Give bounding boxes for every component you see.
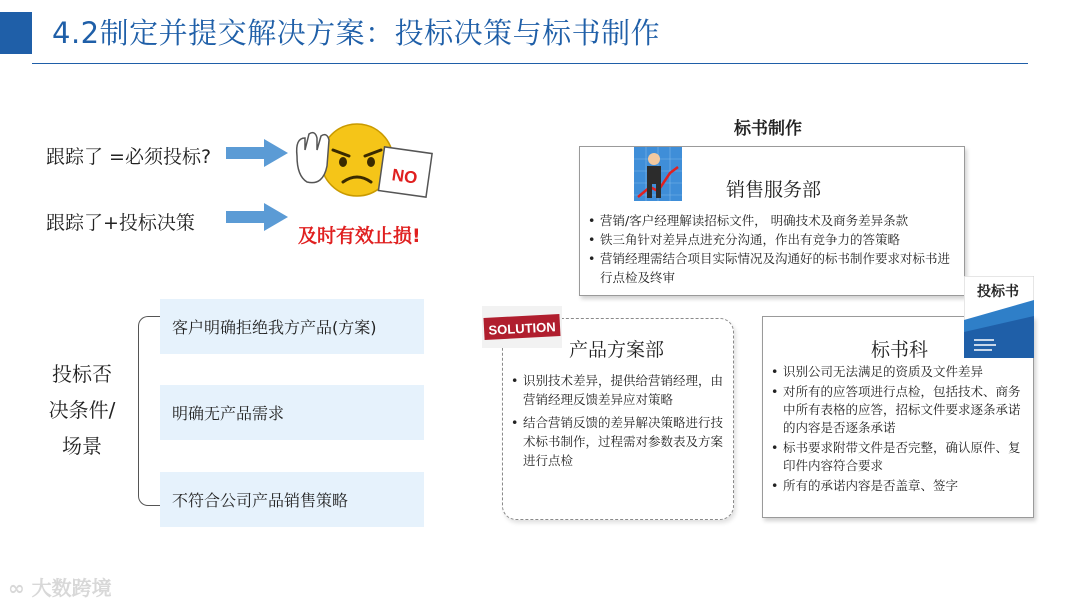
- arrow-right-icon: [226, 138, 288, 168]
- tender-heading: 标书制作: [734, 119, 802, 139]
- list-item: • 所有的承诺内容是否盖章、签字: [769, 477, 1031, 495]
- page-title: 4.2制定并提交解决方案：投标决策与标书制作: [52, 16, 661, 50]
- product-solution-panel: [502, 318, 734, 520]
- sales-service-title: 销售服务部: [726, 179, 822, 201]
- sales-service-bullets: [586, 211, 958, 287]
- solution-badge-text: SOLUTION: [488, 319, 557, 338]
- product-solution-bullets: [509, 371, 725, 470]
- solution-badge-icon: [482, 306, 562, 348]
- list-item: • 识别公司无法满足的资质及文件差异: [769, 363, 1031, 381]
- list-item: • 标书要求附带文件是否完整，确认原件、复印件内容符合要求: [769, 439, 1031, 475]
- list-item: • 营销/客户经理解读招标文件， 明确技术及商务差异条款: [586, 211, 958, 230]
- tracking-line-1: 跟踪了 =必须投标?: [46, 146, 212, 168]
- no-sign-text: NO: [390, 165, 419, 188]
- stop-loss-text: 及时有效止损!: [298, 225, 421, 247]
- title-accent-bar: [0, 12, 32, 54]
- list-item: • 识别技术差异，提供给营销经理，由营销经理反馈差异应对策略: [509, 371, 725, 409]
- sales-service-panel: [579, 146, 965, 296]
- product-solution-title: 产品方案部: [569, 339, 665, 361]
- bid-department-title: 标书科: [871, 339, 929, 361]
- angry-emoji-no-sign-icon: [293, 116, 435, 214]
- list-item: • 铁三角针对差异点进充分沟通，作出有竞争力的答策略: [586, 230, 958, 249]
- list-item: • 营销经理需结合项目实际情况及沟通好的标书制作要求对标书进行点检及终审: [586, 249, 958, 287]
- title-divider: [32, 63, 1028, 64]
- list-item: • 对所有的应答项进行点检，包括技术、商务中所有表格的应答，招标文件要求逐条承诺的内容是否逐条承诺: [769, 383, 1031, 437]
- watermark-logo: ∞ 大数跨境: [8, 576, 112, 600]
- tender-book-title: 投标书: [977, 284, 1019, 300]
- condition-item: 不符合公司产品销售策略: [160, 472, 424, 527]
- tracking-line-2: 跟踪了+投标决策: [46, 212, 195, 234]
- tender-book-icon: [964, 276, 1034, 358]
- list-item: • 结合营销反馈的差异解决策略进行技术标书制作，过程需对参数表及方案进行点检: [509, 413, 725, 470]
- businessman-chart-icon: [634, 147, 682, 201]
- bid-department-bullets: [769, 363, 1031, 495]
- condition-label: 投标否 决条件/ 场景: [48, 362, 116, 458]
- arrow-right-icon: [226, 202, 288, 232]
- condition-item: 客户明确拒绝我方产品(方案): [160, 299, 424, 354]
- watermark-icon: ∞: [8, 576, 32, 600]
- condition-bracket: [138, 316, 161, 506]
- condition-item: 明确无产品需求: [160, 385, 424, 440]
